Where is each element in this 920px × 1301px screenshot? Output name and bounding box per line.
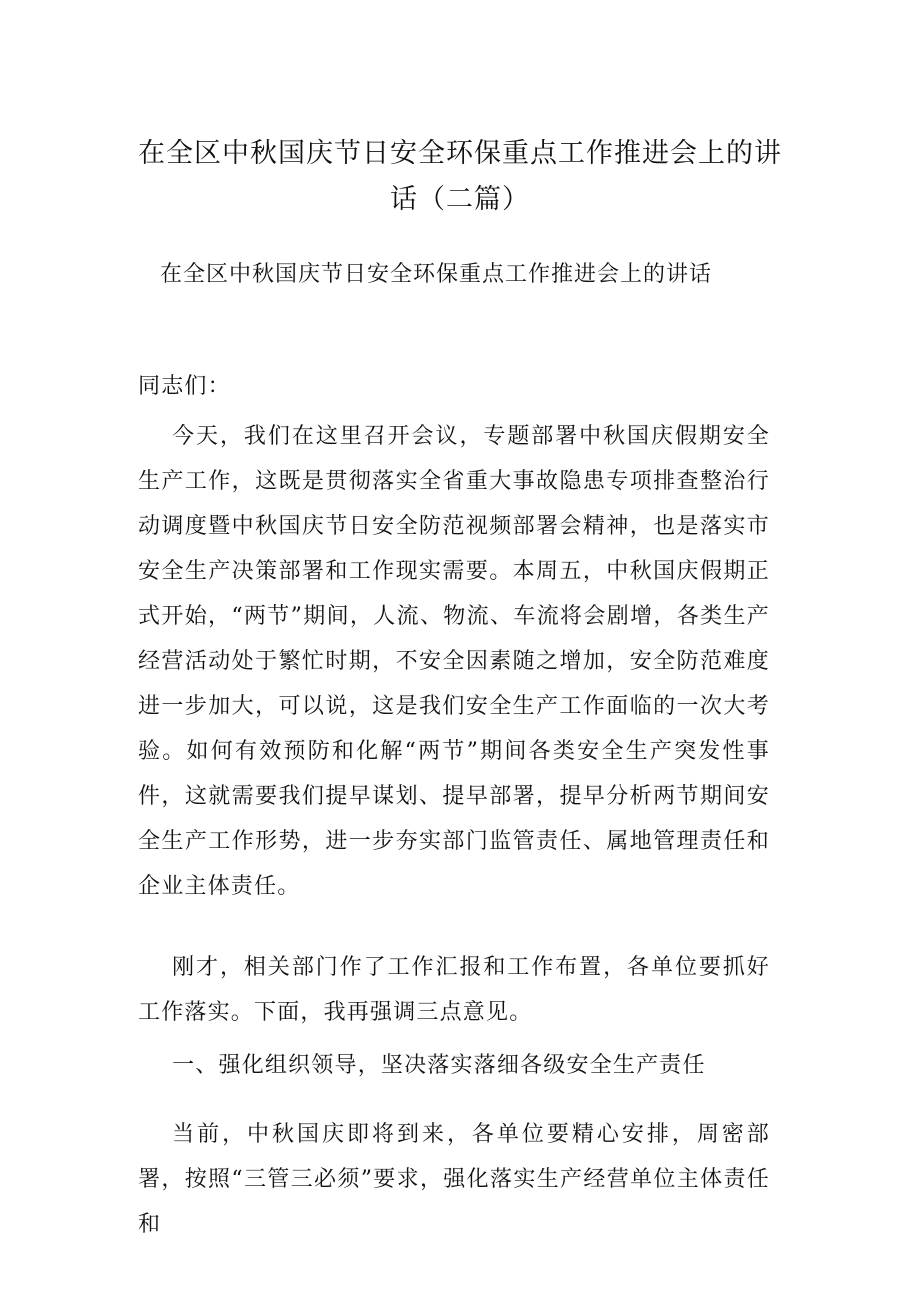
greeting: 同志们： [138,374,231,399]
paragraph-2: 刚才，相关部门作了工作汇报和工作布置，各单位要抓好工作落实。下面，我再强调三点意见。 [138,955,770,1025]
document-subtitle: 在全区中秋国庆节日安全环保重点工作推进会上的讲话 [160,262,713,287]
paragraph-1: 今天，我们在这里召开会议，专题部署中秋国庆假期安全生产工作，这既是贯彻落实全省重大事故隐患专项排查整治行动调度暨中秋国庆节日安全防范视频部署会精神，也是落实市安全生产决策部署和工作现实需要。本周五，中秋国庆假期正式开始，“两节”期间，人流、物流、车流将会剧增，各类生产经营活动处于繁忙时期，不安全因素随之增加，安全防范难度进一步加大，可以说，这是我们安全生产工作面临的一次大考验。如何有效预防和化解“两节”期间各类安全生产突发性事件，这就需要我们提早谋划、提早部署，提早分析两节期间安全生产工作形势，进一步夯实部门监管责任、属地管理责任和企业主体责任。 [138,424,770,899]
document-title: 在全区中秋国庆节日安全环保重点工作推进会上的讲话（二篇） [138,138,782,215]
section-heading-1: 一、强化组织领导，坚决落实落细各级安全生产责任 [172,1053,706,1078]
section-1-paragraph: 当前，中秋国庆即将到来，各单位要精心安排，周密部署，按照“三管三必须”要求，强化落实生产经营单位主体责任和 [138,1122,770,1237]
